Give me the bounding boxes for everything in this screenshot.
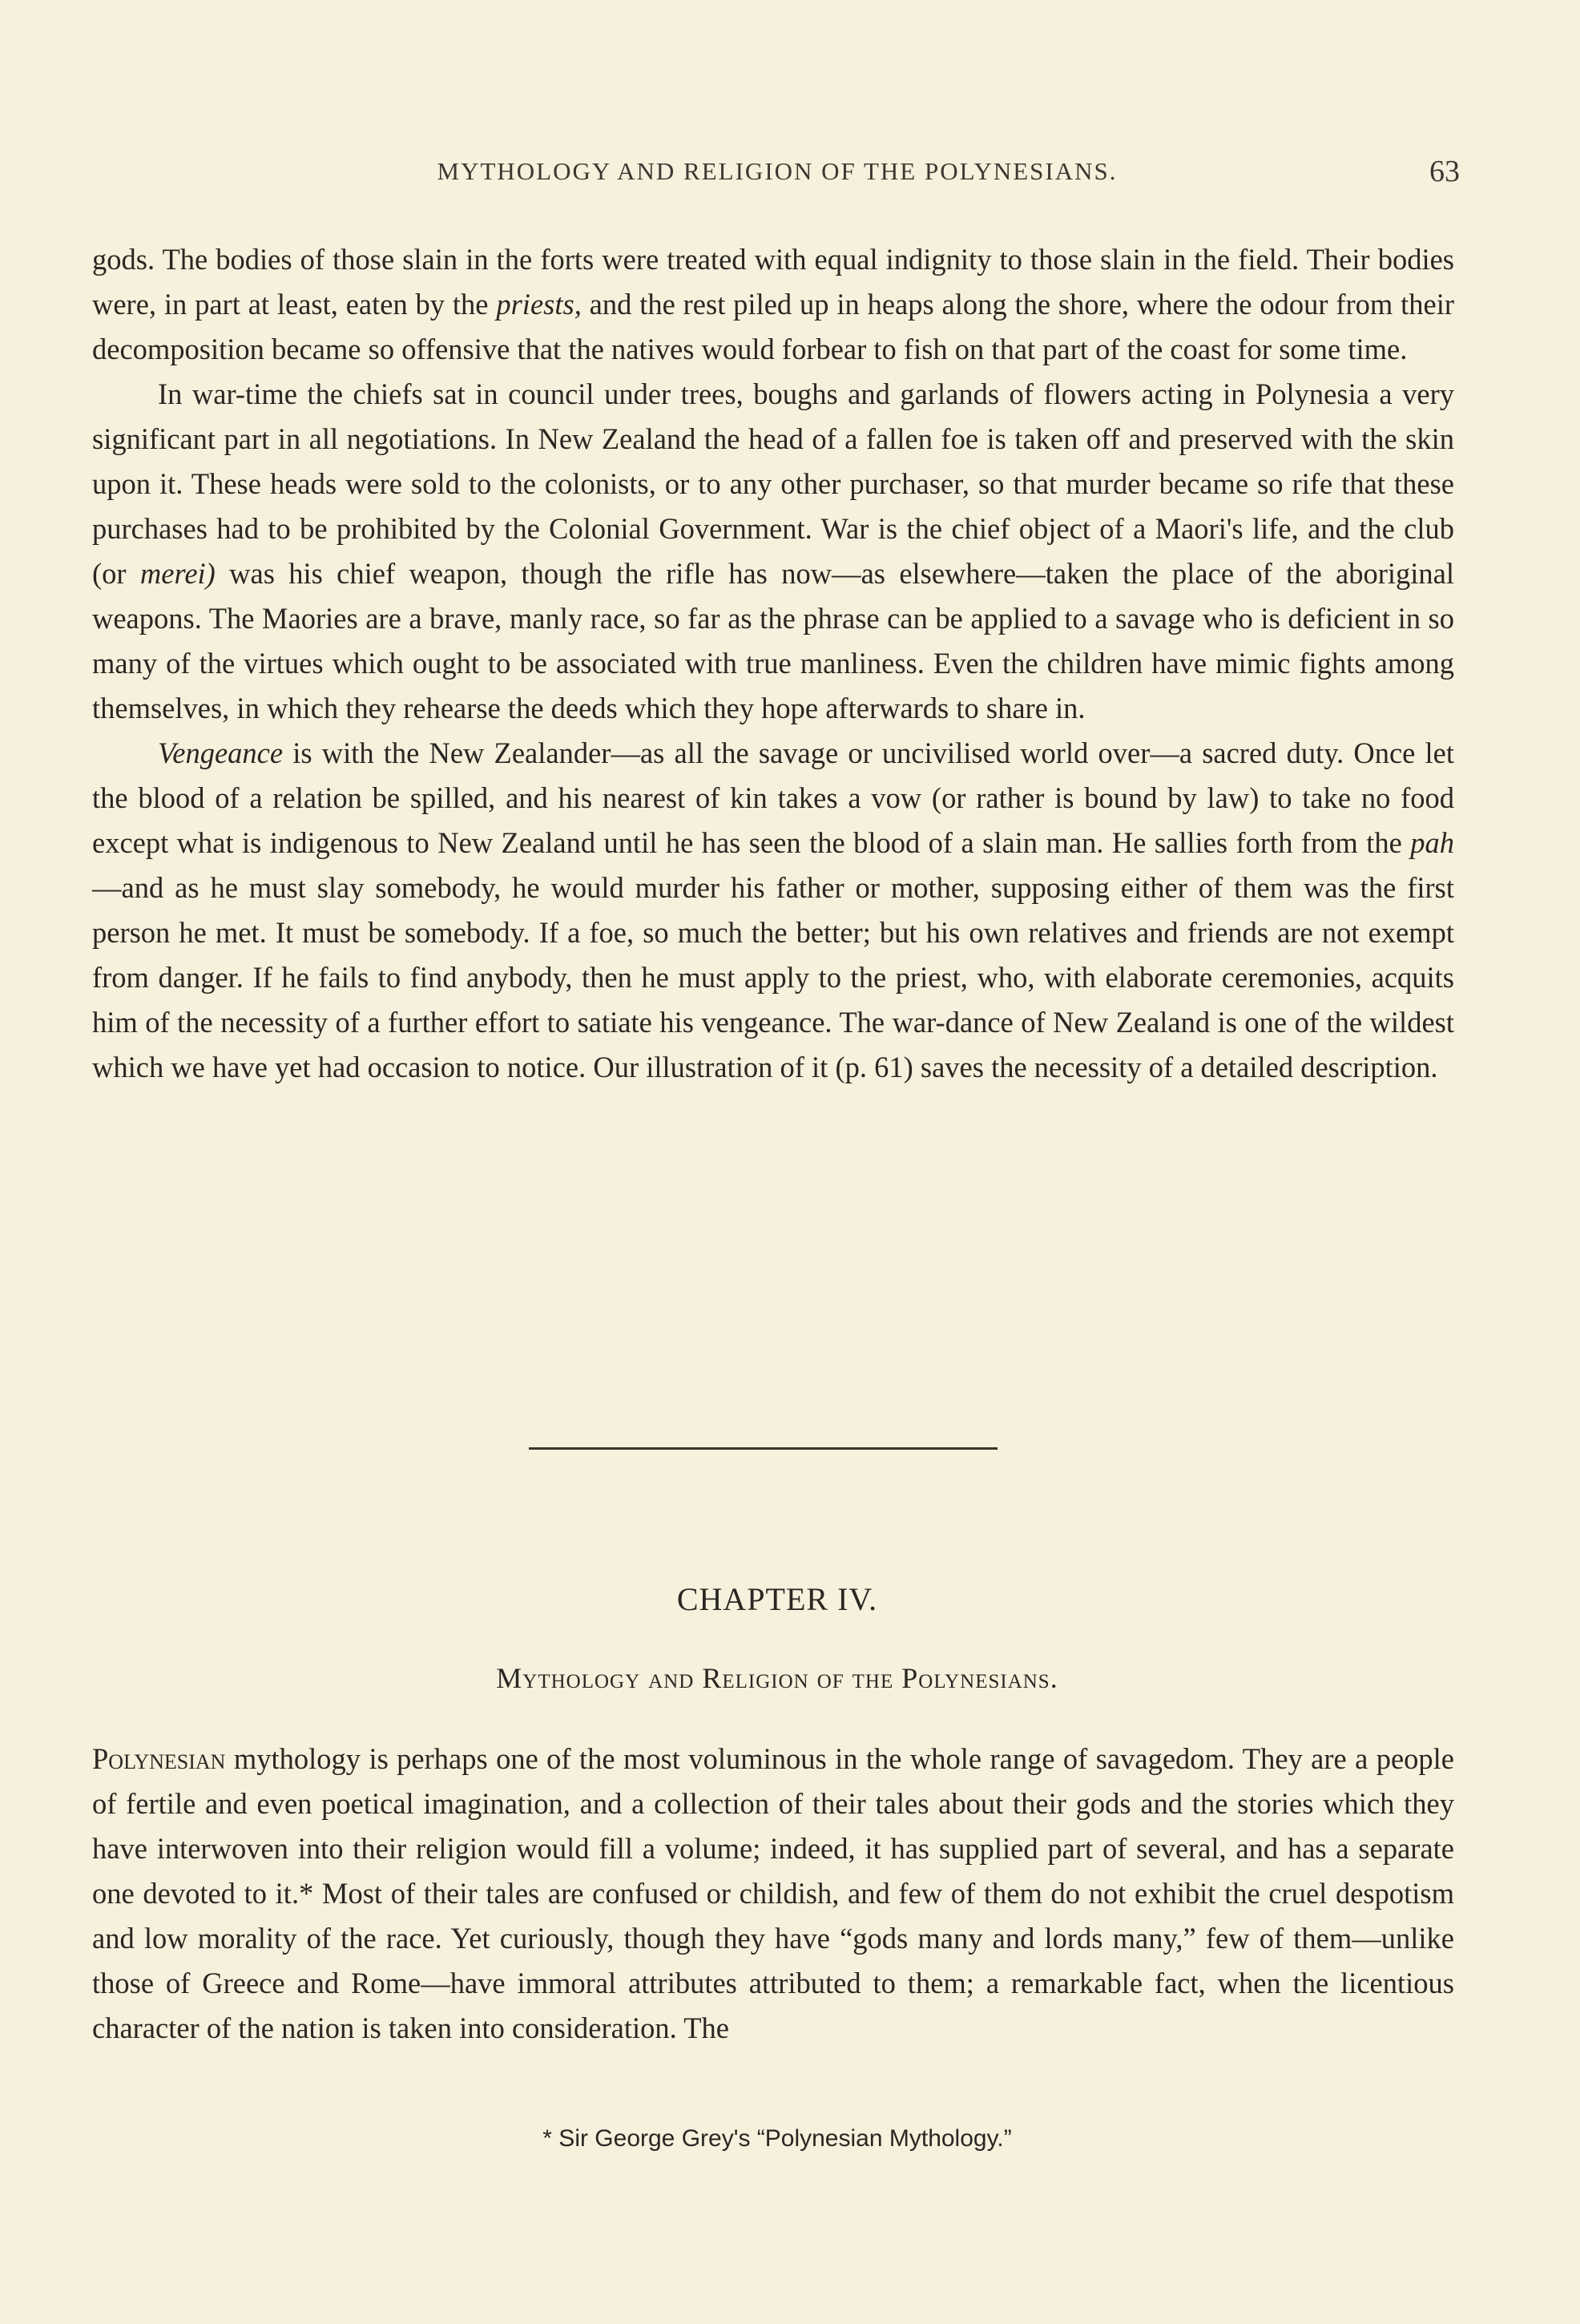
paragraph-4-lead-word: Polynesian	[92, 1742, 226, 1775]
paragraph-3-text-b: —and as he must slay somebody, he would murder his father or mother, supposing either of them was the first person he met. It must be somebody. If a foe, so much the better; but his own relatives and friends are not exempt from danger. If he fails to find anybody, then he must apply to the priest, who, with elaborate ceremonies, acquits him of the necessity of a further effort to satiate his vengeance. The war-dance of New Zealand is one of the wildest which we have yet had occasion to notice. Our illustration of it (p. 61) saves the necessity of a detailed description.	[92, 871, 1454, 1083]
paragraph-3	[92, 731, 1454, 1090]
paragraph-4-text: mythology is perhaps one of the most voluminous in the whole range of savagedom. They are a people of fertile and even poetical imagination, and a collection of their tales about their gods and the stories which they have interwoven into their religion would fill a volume; indeed, it has supplied part of several, and has a separate one devoted to it.* Most of their tales are confused or childish, and few of them do not exhibit the cruel despotism and low morality of the race. Yet curiously, though they have “gods many and lords many,” few of them—unlike those of Greece and Rome—have immoral attributes attributed to them; a remarkable fact, when the licentious character of the nation is taken into consideration. The	[92, 1742, 1455, 2044]
paragraph-3-italic-2: pah	[1410, 826, 1454, 859]
paragraph-4	[92, 1737, 1454, 2051]
paragraph-2	[92, 372, 1454, 731]
paragraph-1-text-b: and the rest piled up in heaps along the shore, where the odour from their decomposition became so offensive that the natives would forbear to fish on that part of the coast for some time.	[92, 288, 1455, 365]
paragraph-1-text-a: gods. The bodies of those slain in the forts were treated with equal indignity to those slain in the field. Their bodies were, in part at least, eaten by the	[92, 243, 1454, 321]
running-head: MYTHOLOGY AND RELIGION OF THE POLYNESIANS.	[437, 157, 1118, 185]
section-divider-rule	[529, 1447, 998, 1450]
paragraph-1-italic: priests,	[496, 288, 582, 321]
paragraph-2-text-a: In war-time the chiefs sat in council under trees, boughs and garlands of flowers acting in Polynesia a very significant part in all negotiations. In New Zealand the head of a fallen foe is taken off and preserved with the skin upon it. These heads were sold to the colonists, or to any other purchaser, so that murder became so rife that these purchases had to be prohibited by the Colonial Government. War is the chief object of a Maori's life, and the club (or	[92, 377, 1454, 590]
section-text-bottom	[92, 1737, 1454, 2051]
paragraph-3-italic: Vengeance	[158, 736, 284, 769]
chapter-title: CHAPTER IV.	[676, 1581, 878, 1617]
section-text-top	[92, 237, 1454, 1090]
footnote: * Sir George Grey's “Polynesian Mythology.”	[542, 2125, 1012, 2152]
paragraph-2-text-b: was his chief weapon, though the rifle has now—as elsewhere—taken the place of the aboriginal weapons. The Maories are a brave, manly race, so far as the phrase can be applied to a savage who is deficient in so many of the virtues which ought to be associated with true manliness. Even the children have mimic fights among themselves, in which they rehearse the deeds which they hope afterwards to share in.	[92, 557, 1455, 724]
page-number: 63	[1429, 155, 1460, 188]
paragraph-3-text-a: is with the New Zealander—as all the savage or uncivilised world over—a sacred duty. Once let the blood of a relation be spilled, and his nearest of kin takes a vow (or rather is bound by law) to take no food except what is indigenous to New Zealand until he has seen the blood of a slain man. He sallies forth from the	[92, 736, 1455, 859]
paragraph-1	[92, 237, 1454, 372]
paragraph-2-italic: merei)	[139, 557, 216, 590]
chapter-subtitle: Mythology and Religion of the Polynesians.	[496, 1662, 1058, 1694]
